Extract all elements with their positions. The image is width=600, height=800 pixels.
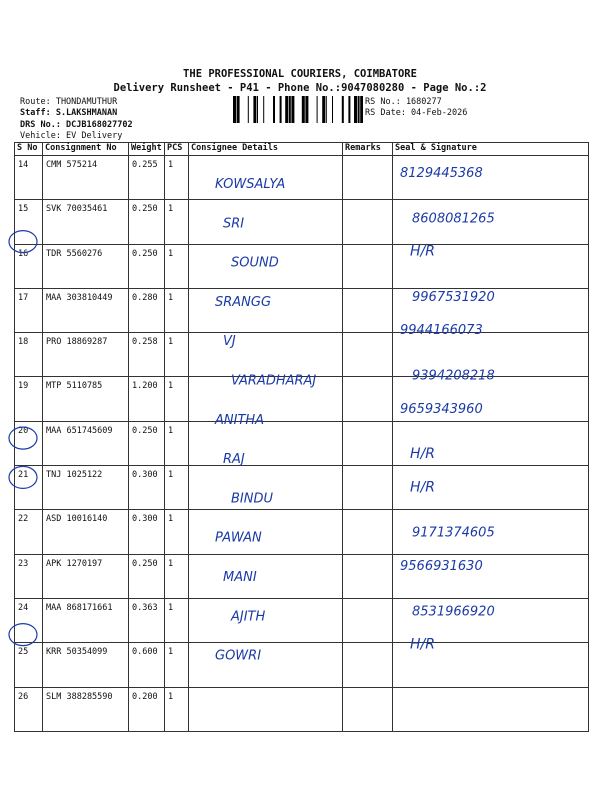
signature-cell <box>393 156 589 200</box>
handwritten-signature: 8531966920 <box>412 604 495 620</box>
handwritten-signature: 8608081265 <box>412 211 495 227</box>
col-weight: Weight <box>129 143 165 156</box>
remarks-cell <box>343 200 393 244</box>
consignee-cell <box>189 554 343 598</box>
handwritten-consignee-name: MANI <box>223 570 257 585</box>
consignee-cell <box>189 687 343 731</box>
consignee-cell <box>189 510 343 554</box>
staff-label: Staff: S.LAKSHMANAN <box>20 108 118 118</box>
consignment-cell: SVK 70035461 <box>43 200 129 244</box>
consignee-cell <box>189 643 343 687</box>
sno-cell: 25 <box>15 643 43 687</box>
signature-cell <box>393 288 589 332</box>
barcode-image <box>233 96 363 123</box>
handwritten-consignee-name: BINDU <box>231 491 274 507</box>
weight-cell: 0.363 <box>129 598 165 642</box>
handwritten-signature: H/R <box>410 636 435 653</box>
consignment-cell: TNJ 1025122 <box>43 466 129 510</box>
table-row <box>15 288 589 332</box>
signature-cell <box>393 554 589 598</box>
signature-cell <box>393 510 589 554</box>
consignee-cell <box>189 200 343 244</box>
pcs-cell: 1 <box>165 598 189 642</box>
sno-cell: 21 <box>15 466 43 510</box>
table-row <box>15 200 589 244</box>
remarks-cell <box>343 421 393 465</box>
consignee-cell <box>189 466 343 510</box>
sno-cell: 26 <box>15 687 43 731</box>
weight-cell: 0.250 <box>129 554 165 598</box>
remarks-cell <box>343 288 393 332</box>
vehicle-label: Vehicle: EV Delivery <box>20 131 123 141</box>
consignee-cell <box>189 377 343 421</box>
signature-cell <box>393 200 589 244</box>
pcs-cell: 1 <box>165 510 189 554</box>
signature-cell <box>393 421 589 465</box>
consignee-cell <box>189 288 343 332</box>
handwritten-consignee-name: VARADHARAJ <box>231 373 317 389</box>
sno-cell: 20 <box>15 421 43 465</box>
pcs-cell: 1 <box>165 333 189 377</box>
consignment-cell: TDR 5560276 <box>43 244 129 288</box>
remarks-cell <box>343 466 393 510</box>
signature-cell <box>393 687 589 731</box>
table-row <box>15 421 589 465</box>
table-row <box>15 333 589 377</box>
pcs-cell: 1 <box>165 466 189 510</box>
consignee-cell <box>189 598 343 642</box>
col-signature: Seal & Signature <box>393 143 589 156</box>
remarks-cell <box>343 156 393 200</box>
pcs-cell: 1 <box>165 156 189 200</box>
sno-cell: 17 <box>15 288 43 332</box>
handwritten-signature: 9659343960 <box>400 401 483 417</box>
handwritten-signature: 9566931630 <box>400 559 483 574</box>
weight-cell: 0.200 <box>129 687 165 731</box>
runsheet-table <box>14 142 589 732</box>
runsheet-title: Delivery Runsheet - P41 - Phone No.:9047080280 - Page No.:2 <box>113 82 487 94</box>
sno-cell: 14 <box>15 156 43 200</box>
consignment-cell: APK 1270197 <box>43 554 129 598</box>
sno-cell: 23 <box>15 554 43 598</box>
handwritten-consignee-name: SOUND <box>231 255 279 271</box>
consignee-cell <box>189 156 343 200</box>
table-row <box>15 643 589 687</box>
handwritten-signature: 9967531920 <box>412 289 495 305</box>
signature-cell <box>393 598 589 642</box>
pcs-cell: 1 <box>165 288 189 332</box>
col-sno: S No <box>15 143 43 156</box>
signature-cell <box>393 643 589 687</box>
col-pcs: PCS <box>165 143 189 156</box>
pcs-cell: 1 <box>165 377 189 421</box>
sno-cell: 19 <box>15 377 43 421</box>
signature-cell <box>393 244 589 288</box>
col-consignee: Consignee Details <box>189 143 343 156</box>
consignment-cell: PRO 18869287 <box>43 333 129 377</box>
consignment-cell: SLM 388285590 <box>43 687 129 731</box>
consignment-cell: MAA 303810449 <box>43 288 129 332</box>
weight-cell: 1.200 <box>129 377 165 421</box>
pcs-cell: 1 <box>165 200 189 244</box>
pcs-cell: 1 <box>165 554 189 598</box>
table-row <box>15 377 589 421</box>
table-row <box>15 598 589 642</box>
table-row <box>15 687 589 731</box>
consignee-cell <box>189 244 343 288</box>
table-row <box>15 244 589 288</box>
sno-cell: 24 <box>15 598 43 642</box>
weight-cell: 0.250 <box>129 244 165 288</box>
weight-cell: 0.250 <box>129 200 165 244</box>
table-header <box>15 143 589 156</box>
consignment-cell: ASD 10016140 <box>43 510 129 554</box>
remarks-cell <box>343 510 393 554</box>
col-consignment: Consignment No <box>43 143 129 156</box>
remarks-cell <box>343 333 393 377</box>
consignee-cell <box>189 421 343 468</box>
handwritten-signature: 9944166073 <box>400 323 483 339</box>
consignment-cell: CMM 575214 <box>43 156 129 200</box>
remarks-cell <box>343 643 393 687</box>
handwritten-signature: H/R <box>410 479 435 496</box>
weight-cell: 0.255 <box>129 156 165 200</box>
pcs-cell: 1 <box>165 244 189 288</box>
handwritten-consignee-name: AJITH <box>231 609 266 625</box>
sno-cell: 18 <box>15 333 43 377</box>
signature-cell <box>393 466 589 510</box>
handwritten-consignee-name: KOWSALYA <box>215 177 286 192</box>
signature-cell <box>393 333 589 377</box>
pcs-cell: 1 <box>165 643 189 687</box>
weight-cell: 0.280 <box>129 288 165 332</box>
handwritten-signature: 9394208218 <box>412 368 495 384</box>
col-remarks: Remarks <box>343 143 393 156</box>
handwritten-consignee-name: GOWRI <box>215 648 262 664</box>
sno-cell: 15 <box>15 200 43 244</box>
pcs-cell: 1 <box>165 687 189 731</box>
consignment-cell: MAA 651745609 <box>43 421 129 465</box>
table-row <box>15 156 589 200</box>
handwritten-signature: 8129445368 <box>400 166 483 181</box>
handwritten-consignee-name: ANITHA <box>215 412 265 428</box>
handwritten-signature: 9171374605 <box>412 525 495 541</box>
table-row <box>15 466 589 510</box>
rs-date: RS Date: 04-Feb-2026 <box>365 108 468 118</box>
drs-label: DRS No.: DCJB168027702 <box>20 120 133 130</box>
signature-cell <box>393 377 589 421</box>
weight-cell: 0.250 <box>129 421 165 465</box>
table-row <box>15 554 589 598</box>
handwritten-signature: H/R <box>410 446 435 463</box>
remarks-cell <box>343 377 393 421</box>
handwritten-consignee-name: PAWAN <box>215 530 262 546</box>
route-label: Route: THONDAMUTHUR <box>20 97 118 107</box>
handwritten-consignee-name: SRANGG <box>215 294 272 310</box>
table-row <box>15 510 589 554</box>
remarks-cell <box>343 687 393 731</box>
weight-cell: 0.258 <box>129 333 165 377</box>
pcs-cell: 1 <box>165 421 189 465</box>
weight-cell: 0.300 <box>129 510 165 554</box>
company-title: THE PROFESSIONAL COURIERS, COIMBATORE <box>183 68 417 80</box>
weight-cell: 0.600 <box>129 643 165 687</box>
consignee-cell <box>189 333 343 377</box>
sno-cell: 22 <box>15 510 43 554</box>
handwritten-consignee-name: SRI <box>223 216 245 232</box>
consignment-cell: MAA 868171661 <box>43 598 129 642</box>
remarks-cell <box>343 244 393 288</box>
weight-cell: 0.300 <box>129 466 165 510</box>
consignment-cell: MTP 5110785 <box>43 377 129 421</box>
handwritten-consignee-name: RAJ <box>223 452 245 468</box>
handwritten-signature: H/R <box>410 243 435 260</box>
remarks-cell <box>343 598 393 642</box>
consignment-cell: KRR 50354099 <box>43 643 129 687</box>
handwritten-consignee-name: VJ <box>223 334 236 350</box>
rs-number: RS No.: 1680277 <box>365 97 442 107</box>
remarks-cell <box>343 554 393 598</box>
sno-cell: 16 <box>15 244 43 288</box>
